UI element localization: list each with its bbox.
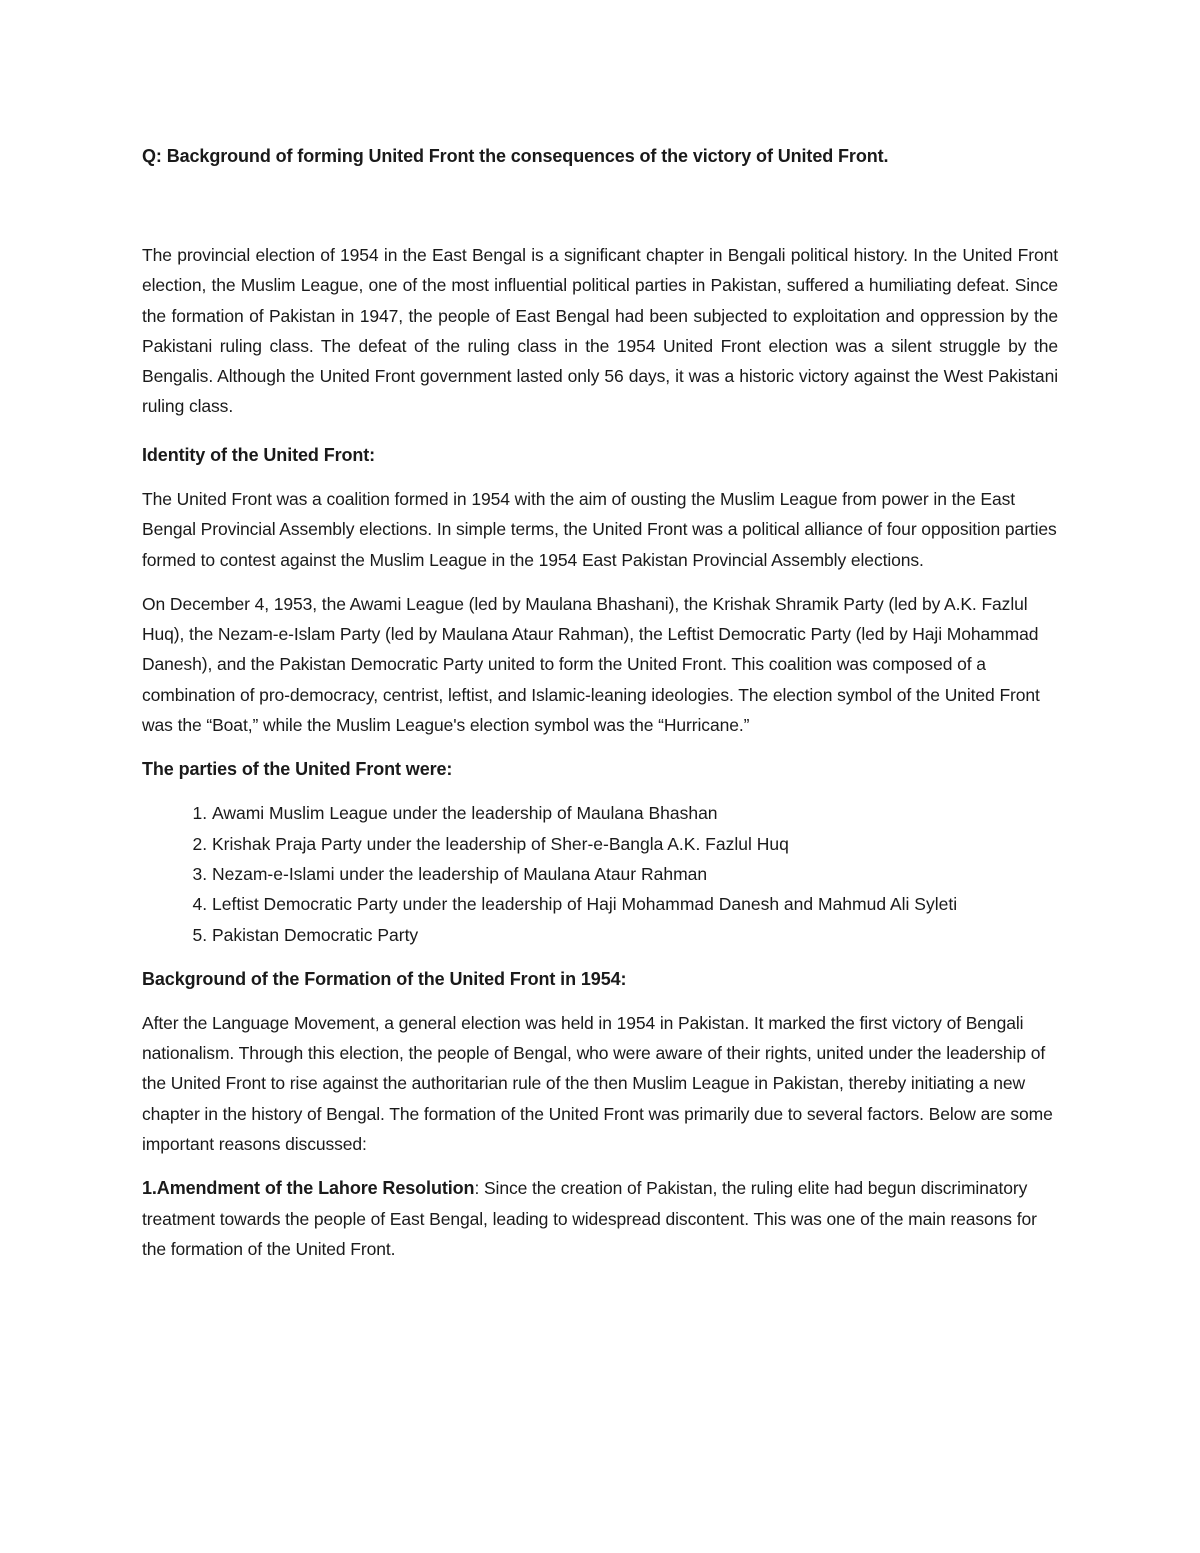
list-item: 4. Leftist Democratic Party under the leadership of Haji Mohammad Danesh and Mahmud Ali Syleti xyxy=(212,889,1058,919)
list-item: 2. Krishak Praja Party under the leadership of Sher-e-Bangla A.K. Fazlul Huq xyxy=(212,829,1058,859)
list-item: 5. Pakistan Democratic Party xyxy=(212,920,1058,950)
list-item: 3. Nezam-e-Islami under the leadership of Maulana Ataur Rahman xyxy=(212,859,1058,889)
document-body xyxy=(142,440,1058,1278)
parties-list xyxy=(142,798,1058,949)
reason-1-text: : Since the creation of Pakistan, the ruling elite had begun discriminatory treatment towards the people of East Bengal, leading to widespread discontent. This was one of the main reasons for the formation of the United Front. xyxy=(142,1178,1037,1259)
intro-paragraph: The provincial election of 1954 in the East Bengal is a significant chapter in Bengali political history. In the United Front election, the Muslim League, one of the most influential political parties in Pakistan, suffered a humiliating defeat. Since the formation of Pakistan in 1947, the people of East Bengal had been subjected to exploitation and oppression by the Pakistani ruling class. The defeat of the ruling class in the 1954 United Front election was a silent struggle by the Bengalis. Although the United Front government lasted only 56 days, it was a historic victory against the West Pakistani ruling class. xyxy=(142,245,1058,417)
identity-paragraph-1: The United Front was a coalition formed in 1954 with the aim of ousting the Muslim League from power in the East Bengal Provincial Assembly elections. In simple terms, the United Front was a political alliance of four opposition parties formed to contest against the Muslim League in the 1954 East Pakistan Provincial Assembly elections. xyxy=(142,489,1057,570)
reason-1-heading: 1.Amendment of the Lahore Resolution xyxy=(142,1178,475,1199)
identity-heading: Identity of the United Front: xyxy=(142,445,376,465)
document-title: Q: Background of forming United Front the consequences of the victory of United Front. xyxy=(142,146,889,166)
identity-paragraph-2: On December 4, 1953, the Awami League (led by Maulana Bhashani), the Krishak Shramik Party (led by A.K. Fazlul Huq), the Nezam-e-Islam Party (led by Maulana Ataur Rahman), the Leftist Democratic Party (led by Haji Mohammad Danesh), and the Pakistan Democratic Party united to form the United Front. This coalition was composed of a combination of pro-democracy, centrist, leftist, and Islamic-leaning ideologies. The election symbol of the United Front was the “Boat,” while the Muslim League's election symbol was the “Hurricane.” xyxy=(142,593,1040,736)
list-item: 1. Awami Muslim League under the leadership of Maulana Bhashan xyxy=(212,798,1058,828)
reason-1-paragraph xyxy=(142,1173,1058,1264)
parties-heading: The parties of the United Front were: xyxy=(142,759,453,780)
background-paragraph: After the Language Movement, a general election was held in 1954 in Pakistan. It marked the first victory of Bengali nationalism. Through this election, the people of Bengal, who were aware of their rights, united under the leadership of the United Front to rise against the authoritarian rule of the then Muslim League in Pakistan, thereby initiating a new chapter in the history of Bengal. The formation of the United Front was primarily due to several factors. Below are some important reasons discussed: xyxy=(142,1012,1053,1155)
background-heading: Background of the Formation of the United Front in 1954: xyxy=(142,968,627,989)
